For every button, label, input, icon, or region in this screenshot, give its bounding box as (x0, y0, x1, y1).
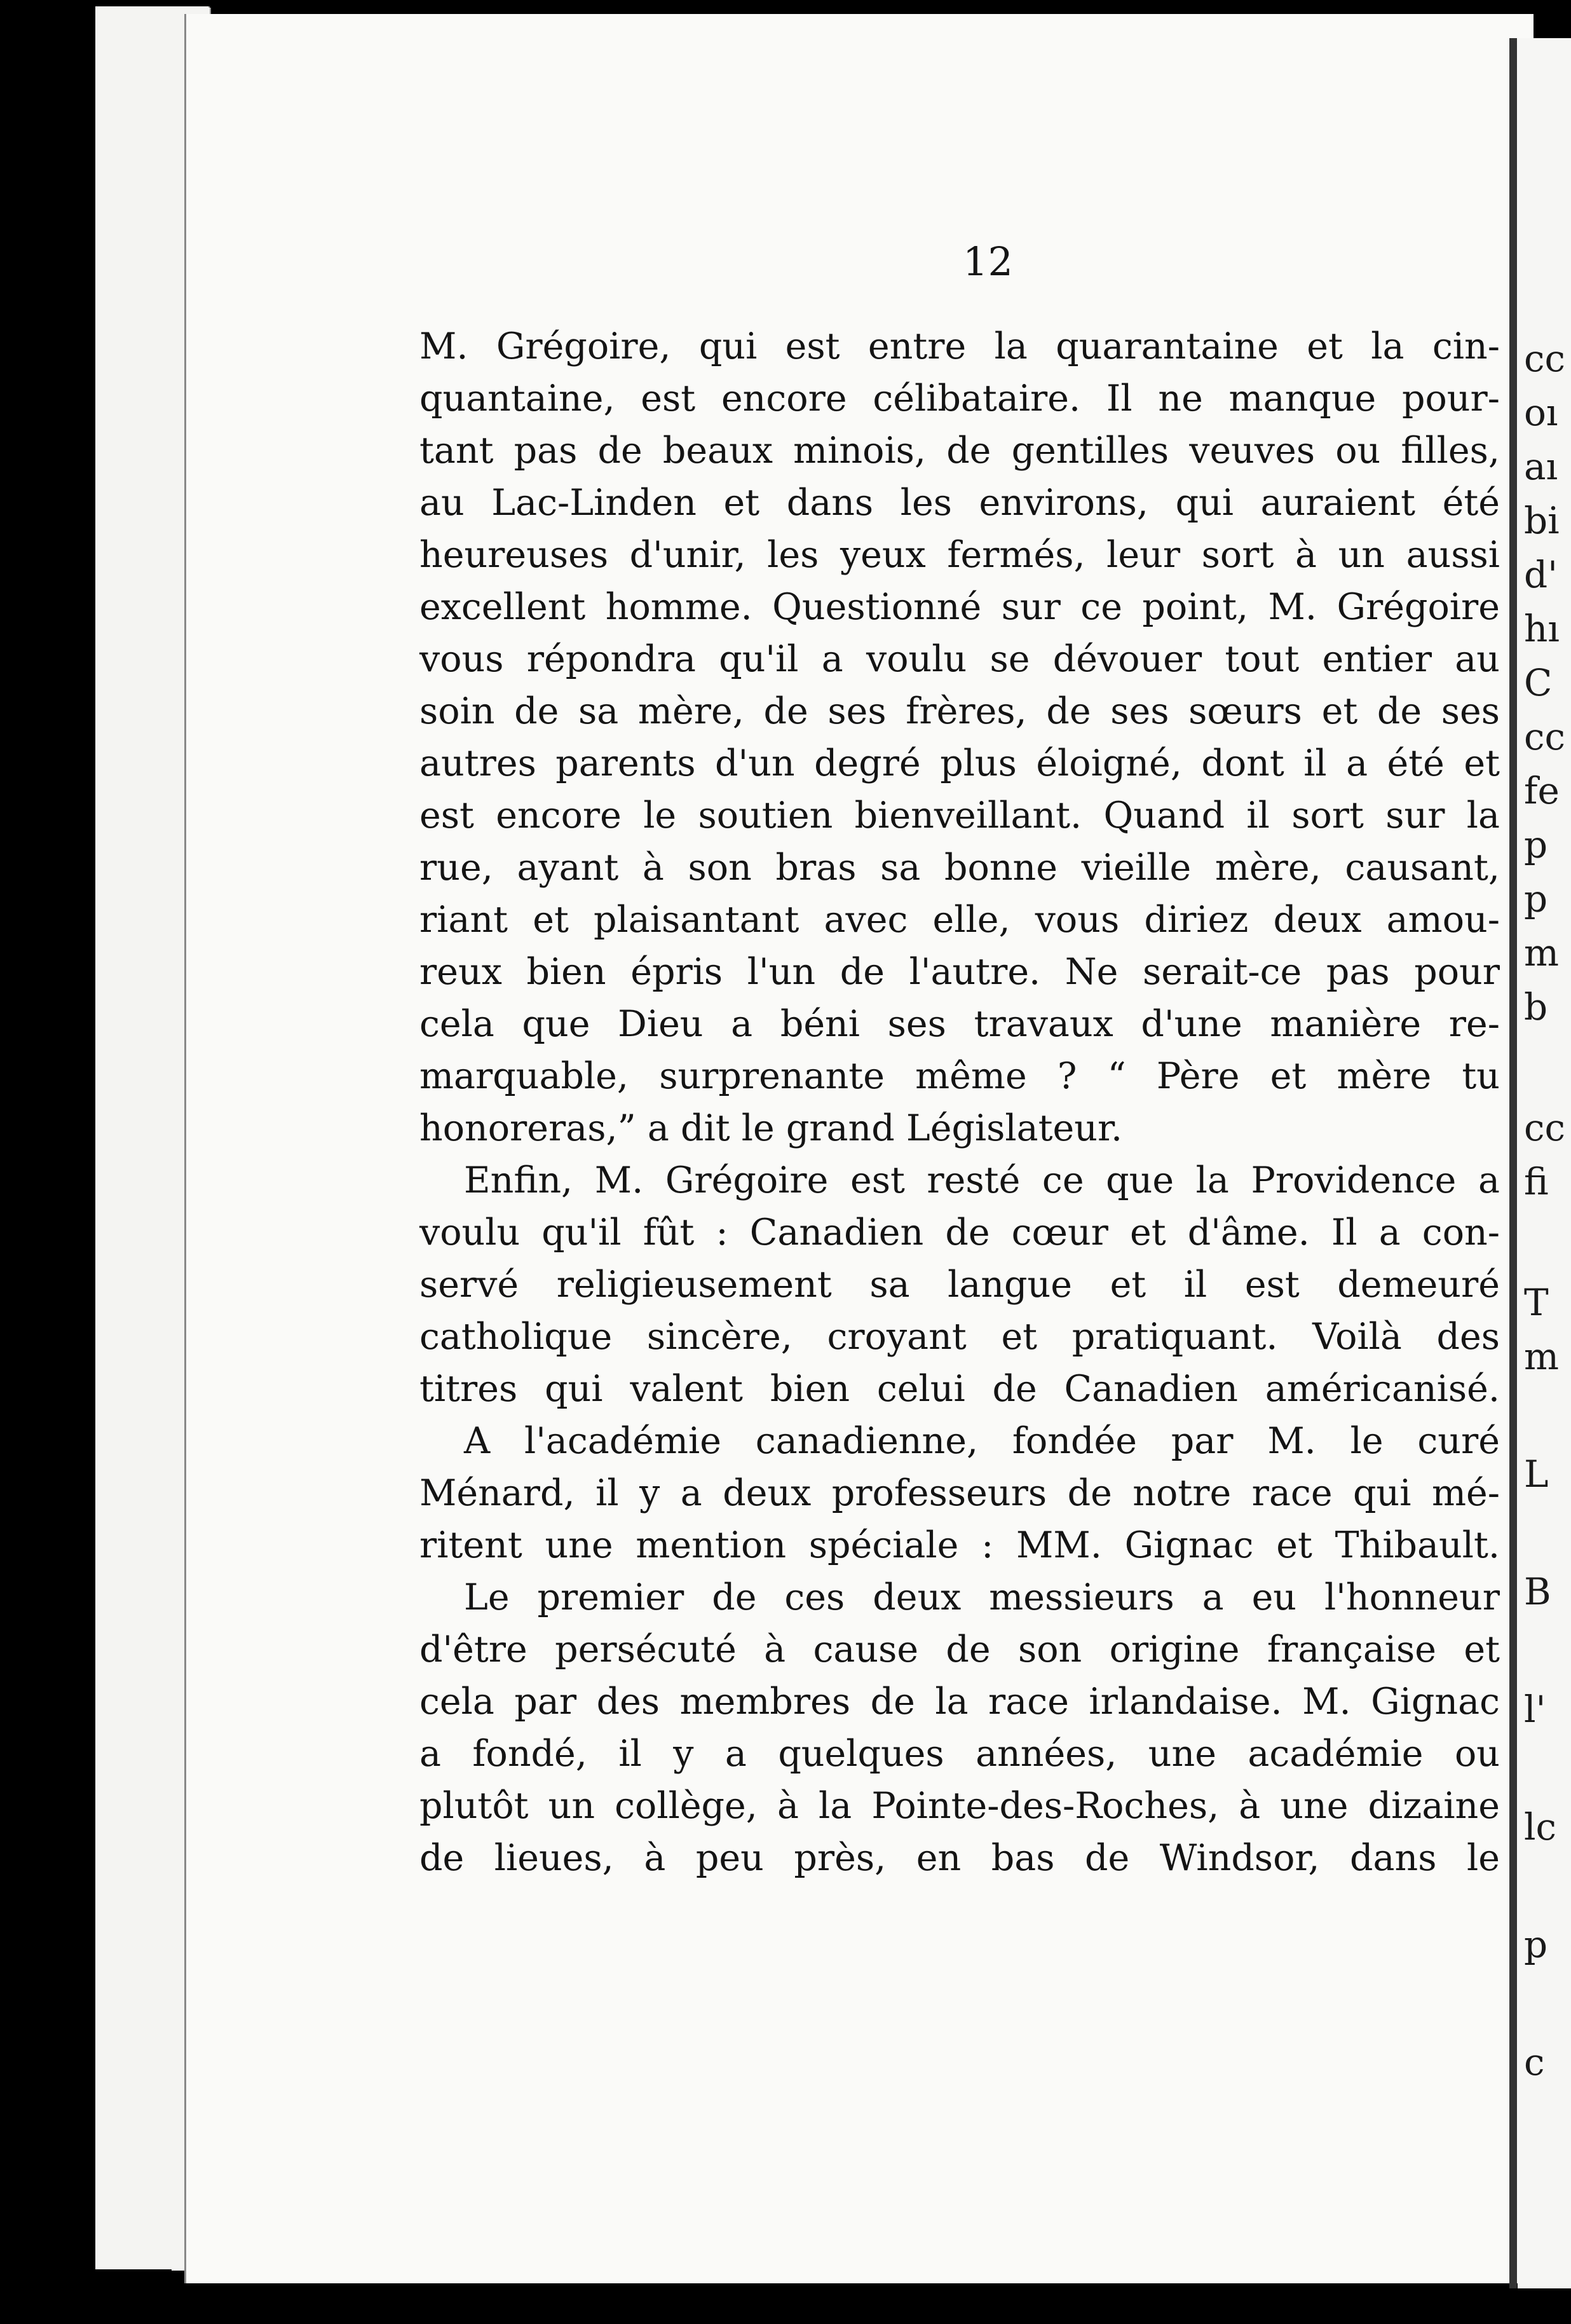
adjacent-page-fragment: B (1524, 1570, 1551, 1613)
adjacent-page-fragment: cc (1524, 715, 1565, 758)
text-line: vous répondra qu'il a voulu se dévouer tout entier au (419, 638, 1500, 680)
text-line: titres qui valent bien celui de Canadien américanisé. (419, 1368, 1500, 1410)
text-line: Ménard, il y a deux professeurs de notre race qui mé- (419, 1472, 1500, 1514)
adjacent-page-fragment: T (1524, 1281, 1549, 1324)
text-line: a fondé, il y a quelques années, une académie ou (419, 1733, 1500, 1775)
adjacent-page-fragment: p (1524, 877, 1548, 920)
adjacent-page-fragment: L (1524, 1452, 1549, 1496)
adjacent-page-fragment: c (1524, 2040, 1545, 2084)
text-line: quantaine, est encore célibataire. Il ne manque pour- (419, 378, 1500, 420)
text-line: cela que Dieu a béni ses travaux d'une manière re- (419, 1003, 1500, 1045)
text-line: reux bien épris l'un de l'autre. Ne serait-ce pas pour (419, 951, 1500, 993)
adjacent-page-fragment: p (1524, 823, 1548, 866)
page-number: 12 (963, 238, 1013, 285)
adjacent-page-fragment: b (1524, 985, 1548, 1029)
adjacent-page-fragment: cc (1524, 1106, 1565, 1149)
text-line: excellent homme. Questionné sur ce point, M. Grégoire (419, 586, 1500, 628)
text-line: servé religieusement sa langue et il est demeuré (419, 1264, 1500, 1306)
adjacent-page-fragment: cc (1524, 337, 1565, 380)
text-line: M. Grégoire, qui est entre la quarantaine et la cin- (419, 325, 1500, 367)
adjacent-page-fragment: p (1524, 1923, 1548, 1966)
text-line: Enfin, M. Grégoire est resté ce que la Providence a (464, 1159, 1500, 1201)
adjacent-page-fragment: d' (1524, 553, 1558, 596)
text-line: soin de sa mère, de ses frères, de ses sœurs et de ses (419, 690, 1500, 732)
adjacent-page-fragment: fe (1524, 769, 1560, 812)
text-line: heureuses d'unir, les yeux fermés, leur sort à un aussi (419, 534, 1500, 576)
text-line: riant et plaisantant avec elle, vous diriez deux amou- (419, 899, 1500, 941)
text-line: A l'académie canadienne, fondée par M. le curé (464, 1420, 1500, 1462)
text-line: de lieues, à peu près, en bas de Windsor, dans le (419, 1837, 1500, 1879)
adjacent-page-fragment: m (1524, 931, 1559, 974)
adjacent-page-fragment: oı (1524, 391, 1558, 434)
adjacent-page-fragment: hı (1524, 607, 1560, 650)
text-line: d'être persécuté à cause de son origine française et (419, 1629, 1500, 1671)
adjacent-page-fragment: fi (1524, 1160, 1549, 1203)
text-line: voulu qu'il fût : Canadien de cœur et d'âme. Il a con- (419, 1212, 1500, 1254)
text-line: plutôt un collège, à la Pointe-des-Roches, à une dizaine (419, 1785, 1500, 1827)
text-line: autres parents d'un degré plus éloigné, dont il a été et (419, 742, 1500, 784)
text-line: tant pas de beaux minois, de gentilles veuves ou filles, (419, 430, 1500, 472)
text-line: cela par des membres de la race irlandaise. M. Gignac (419, 1681, 1500, 1723)
adjacent-page-fragment: bi (1524, 499, 1560, 542)
text-line: est encore le soutien bienveillant. Quand il sort sur la (419, 795, 1500, 837)
adjacent-page-edge (1518, 38, 1571, 2288)
text-line: au Lac-Linden et dans les environs, qui auraient été (419, 482, 1500, 524)
book-gutter (1509, 38, 1517, 2288)
text-line: honoreras,” a dit le grand Législateur. (419, 1107, 1123, 1149)
adjacent-page-fragment: C (1524, 661, 1553, 704)
adjacent-page-fragment: l' (1524, 1688, 1546, 1731)
text-line: catholique sincère, croyant et pratiquant. Voilà des (419, 1316, 1500, 1358)
adjacent-page-fragment: m (1524, 1335, 1559, 1378)
text-line: rue, ayant à son bras sa bonne vieille mère, causant, (419, 847, 1500, 889)
adjacent-page-fragment: aı (1524, 445, 1558, 488)
text-line: marquable, surprenante même ? “ Père et mère tu (419, 1055, 1500, 1097)
text-line: ritent une mention spéciale : MM. Gignac et Thibault. (419, 1524, 1500, 1566)
adjacent-page-fragment: lc (1524, 1805, 1557, 1849)
text-line: Le premier de ces deux messieurs a eu l'honneur (464, 1576, 1500, 1618)
